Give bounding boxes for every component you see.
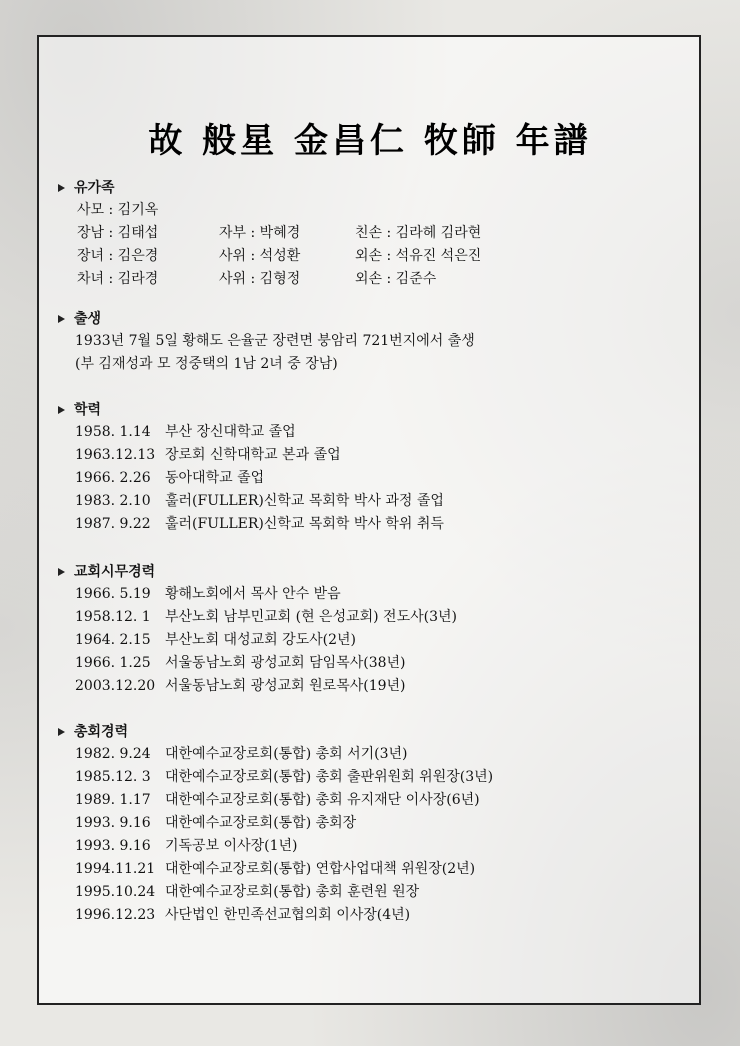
triangle-bullet-icon <box>58 315 65 323</box>
ministry-section <box>58 561 678 698</box>
family-cell: 사모 : 김기옥 <box>77 202 159 218</box>
assembly-item: 1993. 9.16 기독공보 이사장(1년) <box>75 838 298 854</box>
ministry-heading: 교회시무경력 <box>58 561 678 583</box>
ministry-item: 2003.12.20 서울동남노회 광성교회 원로목사(19년) <box>75 678 406 694</box>
family-cell: 사위 : 석성환 <box>219 248 301 264</box>
education-heading: 학력 <box>58 399 678 421</box>
assembly-item: 1985.12. 3 대한예수교장로회(통합) 총회 출판위원회 위원장(3년) <box>75 769 494 785</box>
education-item: 1958. 1.14 부산 장신대학교 졸업 <box>75 424 296 440</box>
family-cell: 외손 : 석유진 석은진 <box>355 248 482 264</box>
family-row <box>58 222 678 245</box>
birth-line: 1933년 7월 5일 황해도 은율군 장련면 붕암리 721번지에서 출생 <box>75 333 475 349</box>
education-section <box>58 399 678 536</box>
assembly-item: 1995.10.24 대한예수교장로회(통합) 총회 훈련원 원장 <box>75 884 420 900</box>
assembly-item: 1989. 1.17 대한예수교장로회(통합) 총회 유지재단 이사장(6년) <box>75 792 480 808</box>
assembly-item: 1994.11.21 대한예수교장로회(통합) 연합사업대책 위원장(2년) <box>75 861 476 877</box>
family-row <box>58 245 678 268</box>
assembly-item: 1993. 9.16 대한예수교장로회(통합) 총회장 <box>75 815 357 831</box>
ministry-item: 1958.12. 1 부산노회 남부민교회 (현 은성교회) 전도사(3년) <box>75 609 457 625</box>
family-row <box>58 268 678 291</box>
family-cell: 장남 : 김태섭 <box>77 225 159 241</box>
triangle-bullet-icon <box>58 728 65 736</box>
ministry-item: 1966. 5.19 황해노회에서 목사 안수 받음 <box>75 586 341 602</box>
family-cell: 자부 : 박혜경 <box>219 225 301 241</box>
family-cell: 차녀 : 김라경 <box>77 271 159 287</box>
family-heading: 유가족 <box>58 177 678 199</box>
family-cell: 장녀 : 김은경 <box>77 248 159 264</box>
education-item: 1966. 2.26 동아대학교 졸업 <box>75 470 265 486</box>
family-section <box>58 177 678 291</box>
education-item: 1983. 2.10 훌러(FULLER)신학교 목회학 박사 과정 졸업 <box>75 493 444 509</box>
family-cell: 사위 : 김형정 <box>219 271 301 287</box>
ministry-item: 1966. 1.25 서울동남노회 광성교회 담임목사(38년) <box>75 655 406 671</box>
page-title: 故 般星 金昌仁 牧師 年譜 <box>148 121 592 161</box>
assembly-item: 1996.12.23 사단법인 한민족선교협의회 이사장(4년) <box>75 907 411 923</box>
family-cell: 친손 : 김라헤 김라현 <box>355 225 482 241</box>
family-cell: 외손 : 김준수 <box>355 271 437 287</box>
assembly-item: 1982. 9.24 대한예수교장로회(통합) 총회 서기(3년) <box>75 746 408 762</box>
ministry-item: 1964. 2.15 부산노회 대성교회 강도사(2년) <box>75 632 357 648</box>
assembly-section <box>58 721 678 927</box>
triangle-bullet-icon <box>58 568 65 576</box>
education-item: 1987. 9.22 훌러(FULLER)신학교 목회학 박사 학위 취득 <box>75 516 444 532</box>
education-item: 1963.12.13 장로회 신학대학교 본과 졸업 <box>75 447 341 463</box>
assembly-heading: 총회경력 <box>58 721 678 743</box>
family-row <box>58 199 678 222</box>
birth-heading: 출생 <box>58 308 678 330</box>
birth-section <box>58 308 678 376</box>
birth-line: (부 김재성과 모 정중택의 1남 2녀 중 장남) <box>75 356 338 372</box>
triangle-bullet-icon <box>58 184 65 192</box>
triangle-bullet-icon <box>58 406 65 414</box>
